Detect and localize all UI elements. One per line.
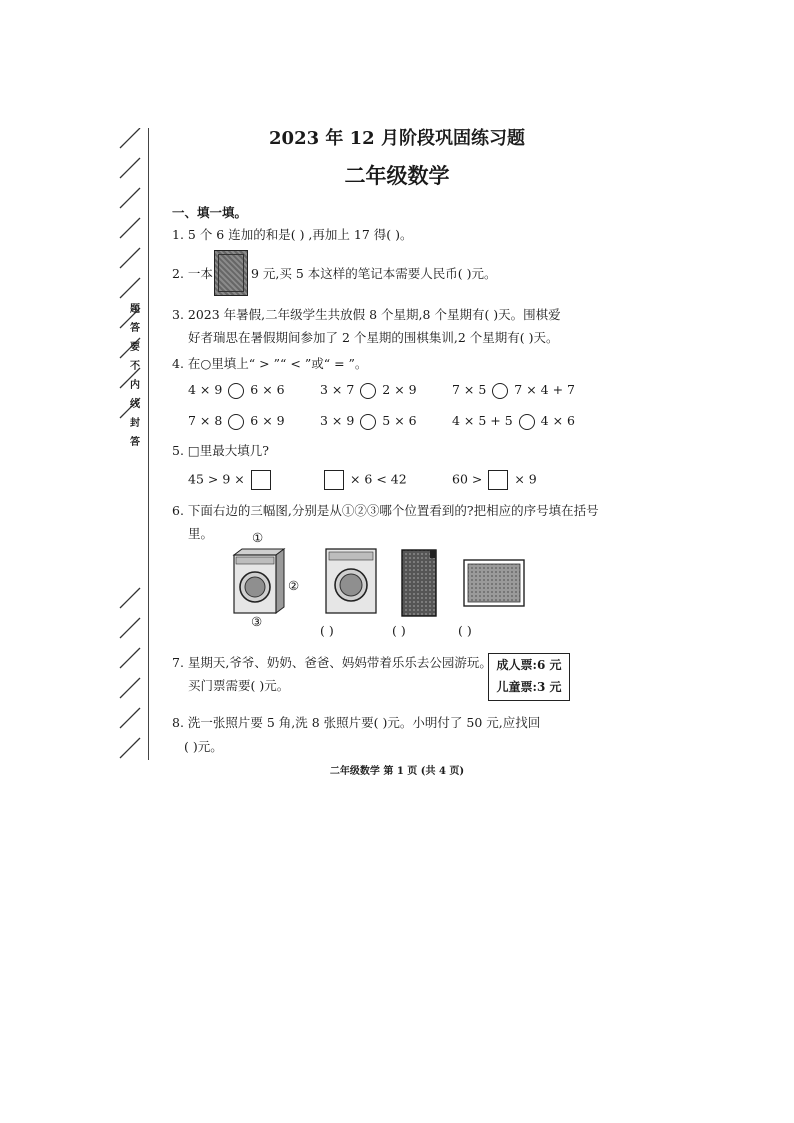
answer-paren[interactable]: ( ) [392,623,406,638]
question-5: 5. □里最大填几? [172,443,269,458]
position-label-1: ① [252,530,264,545]
answer-circle[interactable] [492,383,508,399]
fill-item: × 6 < 42 [322,470,407,490]
answer-box[interactable] [251,470,271,490]
child-ticket-price: 儿童票:3 元 [496,680,562,694]
question-1: 1. 5 个 6 连加的和是( ) ,再加上 17 得( )。 [172,227,413,242]
compare-item: 3 × 9 5 × 6 [320,413,417,428]
washing-machine-3d-icon [232,547,288,615]
position-label-3: ③ [251,614,263,629]
question-7-line2: 买门票需要( )元。 [188,678,290,693]
question-6-line2: 里。 [188,526,214,541]
side-view-icon [400,548,440,618]
section-heading: 一、填一填。 [172,205,248,220]
page-subtitle: 二年级数学 [344,163,450,188]
question-4: 4. 在○里填上“ > ”“ < ”或“ = ”。 [172,356,368,371]
front-view-icon [324,547,378,615]
fill-item: 45 > 9 × [188,470,273,490]
question-8-line2: ( )元。 [184,739,223,754]
answer-circle[interactable] [519,414,535,430]
notebook-icon [214,250,248,296]
page-footer: 二年级数学 第 1 页 (共 4 页) [329,766,465,777]
fill-item: 60 > × 9 [452,470,537,490]
question-3-line2: 好者瑞思在暑假期间参加了 2 个星期的围棋集训,2 个星期有( )天。 [188,330,559,345]
ticket-price-box [488,653,570,701]
binding-margin-text: 题 答 要 不 内 线 封 答 [130,304,140,448]
page-title: 2023 年 12 月阶段巩固练习题 [269,128,525,149]
position-label-2: ② [288,578,300,593]
compare-item: 7 × 8 6 × 9 [188,413,285,428]
binding-line [148,128,149,760]
question-7-line1: 7. 星期天,爷爷、奶奶、爸爸、妈妈带着乐乐去公园游玩。 [172,655,492,670]
question-2-prefix: 2. 一本 [172,266,213,281]
compare-item: 4 × 9 6 × 6 [188,382,285,397]
answer-circle[interactable] [228,383,244,399]
question-8-line1: 8. 洗一张照片要 5 角,洗 8 张照片要( )元。小明付了 50 元,应找回 [172,715,541,730]
adult-ticket-price: 成人票:6 元 [496,658,562,672]
answer-box[interactable] [488,470,508,490]
answer-circle[interactable] [360,414,376,430]
answer-circle[interactable] [360,383,376,399]
answer-paren[interactable]: ( ) [320,623,334,638]
compare-item: 3 × 7 2 × 9 [320,382,417,397]
answer-circle[interactable] [228,414,244,430]
answer-box[interactable] [324,470,344,490]
compare-item: 4 × 5 + 5 4 × 6 [452,413,575,428]
question-3-line1: 3. 2023 年暑假,二年级学生共放假 8 个星期,8 个星期有( )天。围棋爱 [172,307,561,322]
top-view-icon [462,558,526,608]
question-6-line1: 6. 下面右边的三幅图,分别是从①②③哪个位置看到的?把相应的序号填在括号 [172,503,599,518]
question-2-suffix: 9 元,买 5 本这样的笔记本需要人民币( )元。 [251,266,497,281]
answer-paren[interactable]: ( ) [458,623,472,638]
compare-item: 7 × 5 7 × 4 + 7 [452,382,575,397]
